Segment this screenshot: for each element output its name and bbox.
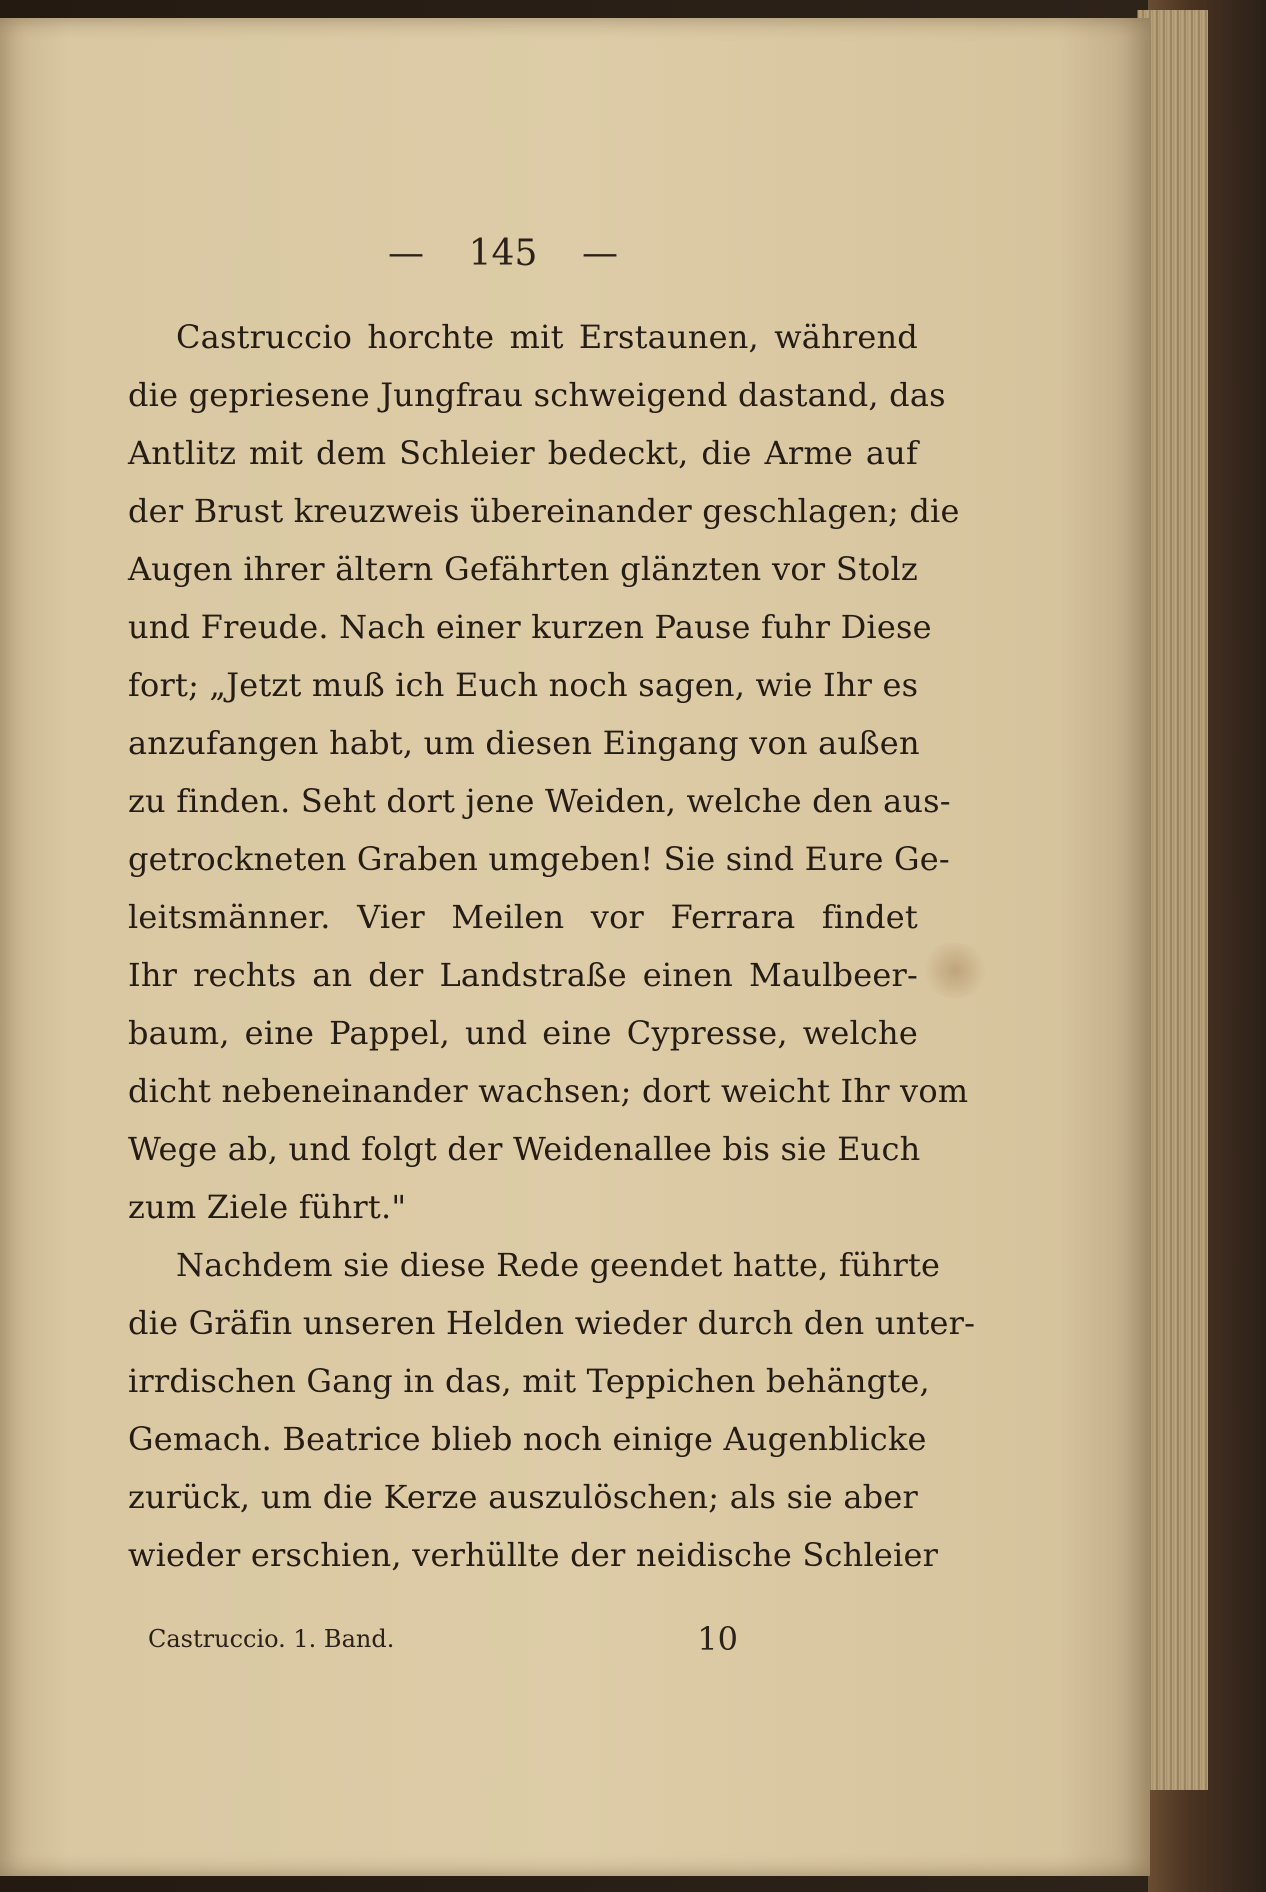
text-line: die Gräfin unseren Helden wieder durch den unter- (128, 1304, 976, 1342)
signature-mark: 10 (697, 1620, 738, 1658)
text-line: leitsmänner. Vier Meilen vor Ferrara findet (128, 898, 918, 936)
page-sheet (0, 18, 1150, 1876)
header-dash-right: — (582, 232, 618, 274)
text-line: Augen ihrer ältern Gefährten glänzten vor Stolz (128, 550, 918, 588)
page-header (388, 228, 618, 278)
text-line: anzufangen habt, um diesen Eingang von außen (128, 724, 920, 762)
page-footer (148, 1616, 738, 1662)
text-line: zurück, um die Kerze auszulöschen; als sie aber (128, 1478, 918, 1516)
text-line: baum, eine Pappel, und eine Cypresse, welche (128, 1014, 918, 1052)
text-line: fort; „Jetzt muß ich Euch noch sagen, wie Ihr es (128, 666, 919, 704)
header-dash-left: — (388, 232, 424, 274)
text-line: der Brust kreuzweis übereinander geschlagen; die (128, 492, 960, 530)
text-line: irrdischen Gang in das, mit Teppichen behängte, (128, 1362, 930, 1400)
text-line: wieder erschien, verhüllte der neidische Schleier (128, 1536, 939, 1574)
text-line: die gepriesene Jungfrau schweigend dastand, das (128, 376, 946, 414)
text-line: Nachdem sie diese Rede geendet hatte, führte (176, 1246, 941, 1284)
body-text (128, 308, 976, 1584)
text-line: Wege ab, und folgt der Weidenallee bis sie Euch (128, 1130, 921, 1168)
text-line: und Freude. Nach einer kurzen Pause fuhr Diese (128, 608, 932, 646)
text-line: dicht nebeneinander wachsen; dort weicht Ihr vom (128, 1072, 969, 1110)
text-line: getrockneten Graben umgeben! Sie sind Eure Ge- (128, 840, 950, 878)
text-line: Antlitz mit dem Schleier bedeckt, die Arme auf (128, 434, 918, 472)
text-line: Ihr rechts an der Landstraße einen Maulbeer- (128, 956, 918, 994)
page-number: 145 (468, 232, 538, 274)
footer-title: Castruccio. 1. Band. (148, 1625, 395, 1653)
paper-stain (920, 943, 990, 998)
text-line: zum Ziele führt." (128, 1188, 407, 1226)
text-line: zu finden. Seht dort jene Weiden, welche den aus- (128, 782, 951, 820)
text-line: Gemach. Beatrice blieb noch einige Augenblicke (128, 1420, 927, 1458)
text-line: Castruccio horchte mit Erstaunen, während (176, 318, 918, 356)
